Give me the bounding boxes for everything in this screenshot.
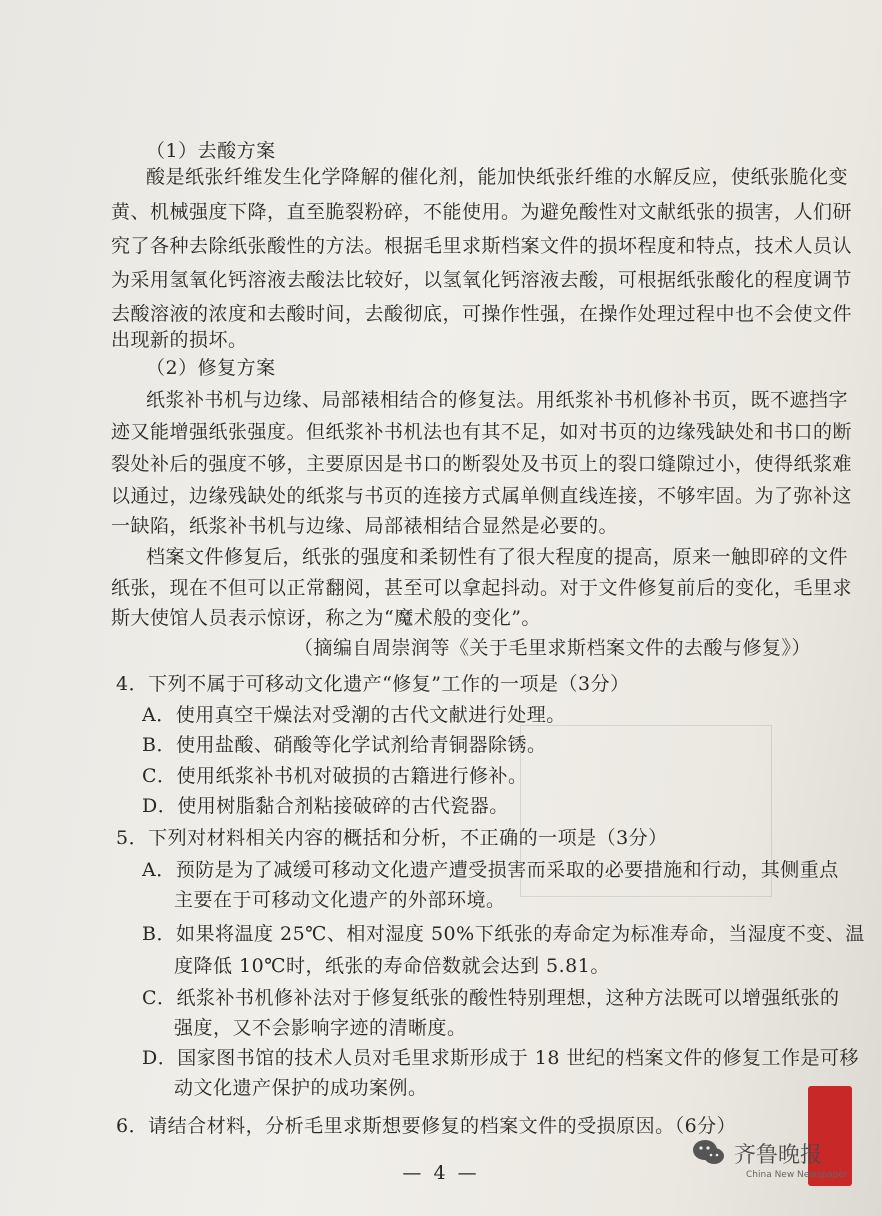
paragraph-line: 酸是纸张纤维发生化学降解的催化剂，能加快纸张纤维的水解反应，使纸张脆化变 (146, 166, 849, 188)
question-5-option-a-cont: 主要在于可移动文化遗产的外部环境。 (174, 889, 506, 911)
paragraph-line: 裂处补后的强度不够，主要原因是书口的断裂处及书页上的裂口缝隙过小，使得纸浆难 (111, 453, 853, 475)
paragraph-line: 黄、机械强度下降，直至脆裂粉碎，不能使用。为避免酸性对文献纸张的损害，人们研 (111, 201, 853, 223)
section-heading: （1）去酸方案 (146, 140, 276, 162)
watermark-subtitle: China New Newspaper (746, 1170, 848, 1180)
question-4-option-d: D．使用树脂黏合剂粘接破碎的古代瓷器。 (142, 795, 509, 817)
question-6: 6．请结合材料，分析毛里求斯想要修复的档案文件的受损原因。（6分） (116, 1115, 737, 1137)
paragraph-line: 斯大使馆人员表示惊讶，称之为“魔术般的变化”。 (111, 607, 541, 629)
paragraph-line: 究了各种去除纸张酸性的方法。根据毛里求斯档案文件的损坏程度和特点，技术人员认 (111, 235, 853, 257)
page-number: — 4 — (402, 1162, 480, 1184)
paragraph-line: 档案文件修复后，纸张的强度和柔韧性有了很大程度的提高，原来一触即碎的文件 (146, 546, 849, 568)
watermark-title: 齐鲁晚报 (734, 1143, 823, 1168)
watermark (692, 1130, 862, 1190)
question-5-option-b-cont: 度降低 10℃时，纸张的寿命倍数就会达到 5.81。 (174, 955, 610, 977)
question-5-option-a: A．预防是为了减缓可移动文化遗产遭受损害而采取的必要措施和行动，其侧重点 (142, 859, 839, 881)
question-5-option-d: D．国家图书馆的技术人员对毛里求斯形成于 18 世纪的档案文件的修复工作是可移 (142, 1047, 859, 1069)
question-5-option-d-cont: 动文化遗产保护的成功案例。 (174, 1077, 428, 1099)
question-4: 4．下列不属于可移动文化遗产“修复”工作的一项是（3分） (116, 673, 630, 695)
source-citation: （摘编自周崇润等《关于毛里求斯档案文件的去酸与修复》） (294, 637, 812, 659)
question-5: 5．下列对材料相关内容的概括和分析，不正确的一项是（3分） (116, 827, 668, 849)
paragraph-line: 为采用氢氧化钙溶液去酸法比较好，以氢氧化钙溶液去酸，可根据纸张酸化的程度调节 (111, 269, 853, 291)
question-5-option-c: C．纸浆补书机修补法对于修复纸张的酸性特别理想，这种方法既可以增强纸张的 (142, 987, 840, 1009)
question-5-option-c-cont: 强度，又不会影响字迹的清晰度。 (174, 1017, 467, 1039)
section-heading: （2）修复方案 (146, 357, 276, 379)
question-4-option-a: A．使用真空干燥法对受潮的古代文献进行处理。 (142, 704, 566, 726)
paragraph-line: 一缺陷，纸浆补书机与边缘、局部裱相结合显然是必要的。 (111, 515, 619, 537)
paragraph-line: 出现新的损坏。 (111, 329, 248, 351)
wechat-icon (692, 1138, 726, 1168)
question-4-option-b: B．使用盐酸、硝酸等化学试剂给青铜器除锈。 (142, 734, 547, 756)
paragraph-line: 以通过，边缘残缺处的纸浆与书页的连接方式属单侧直线连接，不够牢固。为了弥补这 (111, 485, 853, 507)
question-4-option-c: C．使用纸浆补书机对破损的古籍进行修补。 (142, 765, 528, 787)
paragraph-line: 纸浆补书机与边缘、局部裱相结合的修复法。用纸浆补书机修补书页，既不遮挡字 (146, 389, 849, 411)
paragraph-line: 迹又能增强纸张强度。但纸浆补书机法也有其不足，如对书页的边缘残缺处和书口的断 (111, 421, 853, 443)
paragraph-line: 去酸溶液的浓度和去酸时间，去酸彻底，可操作性强，在操作处理过程中也不会使文件 (111, 303, 853, 325)
paragraph-line: 纸张，现在不但可以正常翻阅，甚至可以拿起抖动。对于文件修复前后的变化，毛里求 (111, 577, 853, 599)
question-5-option-b: B．如果将温度 25℃、相对湿度 50%下纸张的寿命定为标准寿命，当湿度不变、温 (142, 923, 865, 945)
